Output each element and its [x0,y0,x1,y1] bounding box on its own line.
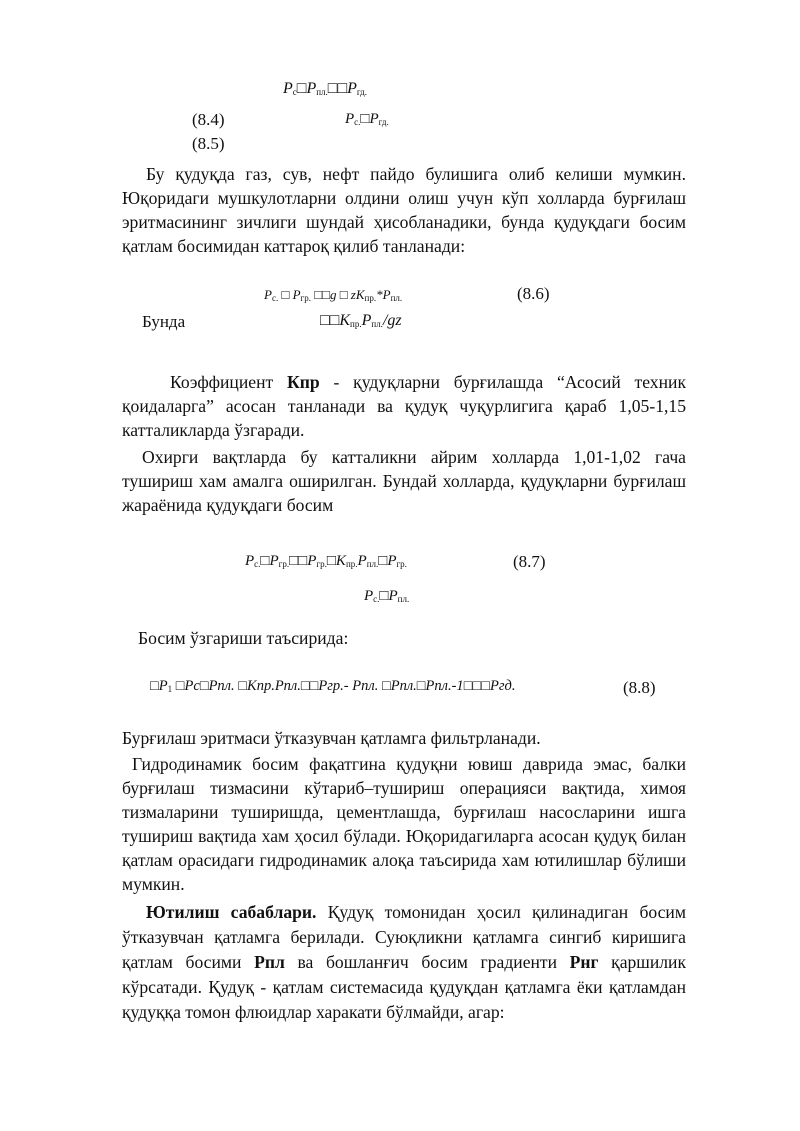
equation-label-8-4: (8.4) [192,110,225,129]
formula-8-7-second: $P_{с.}□P_{пл.}$ [364,588,410,604]
paragraph-3: Охирги вақтларда бу катталикни айрим холларда 1,01-1,02 гача тушириш хам амалга оширилган. Бундай холларда, қудуқларни бурғилаш жараёнида қудуқдаги босим [122,447,686,515]
formula-bunda: $□□K_{пр.}P_{пл.}/gz$ [320,312,402,329]
paragraph-5: Гидродинамик босим фақатгина қудуқни ювиш даврида эмас, балки бурғилаш тизмасини кўтариб–тушириш операцияси вақтида, химоя тизмаларини туширишда, цементлашда, бурғилаш насосларини ишга тушириш вақтида хам ҳосил бўлади. Юқоридагиларга асосан қудуқ билан қатлам орасидаги гидродинамик алоқа таъсирида хам ютилишлар бўлиши мумкин. [122,754,686,894]
equation-label-8-5: (8.5) [192,134,225,153]
paragraph-1: Бу қудуқда газ, сув, нефт пайдо булишига олиб келиши мумкин. Юқоридаги мушкулотларни олдини олиш учун кўп холларда бурғилаш эритмасининг зичлиги шундай ҳисобланадики, бунда қудуқдаги босим қатлам босимидан каттароқ қилиб танланади: [122,164,686,256]
paragraph-4: Бурғилаш эритмаси ўтказувчан қатламга фильтрланади. [122,728,541,748]
formula-8-8: $□P_1$ □Pс□Pпл. □Kпр.Pпл.□□Pгр.- Pпл. □Pпл.□Pпл.-1□□□Pгд. [150,678,516,694]
equation-label-8-8: (8.8) [623,678,656,697]
formula-8-7: $P_{с.}□P_{гр.}□□P_{гр.}□K_{пр.}P_{пл.}□P_{гр.}$ [245,553,407,569]
formula-8-4: $P_с□P_{пл.}□□P_{гд.}$ [283,80,367,97]
formula-8-5: $P_{с.}□P_{гд.}$ [345,111,389,127]
paragraph-6: Ютилиш сабаблари. Қудуқ томонидан ҳосил қилинадиган босим ўтказувчан қатламга берилади. Суюқликни қатламга сингиб киришига қатлам босими Рпл ва бошланғич босим градиенти Рнг қаршилик кўрсатади. Қудуқ - қатлам системасида қудуқдан қатламга ёки қатламдан қудуққа томон флюидлар харакати бўлмайди, агар: [122,902,687,1022]
equation-label-8-7: (8.7) [513,552,546,571]
formula-8-6: $P_{с.}$ □ $P_{гр.}$ □□g □ $zK_{пр.}*P_{пл.}$ [264,287,403,303]
paragraph-2: Коэффициент Кпр - қудуқларни бурғилашда “Асосий техник қоидаларга” асосан танланади ва қудуқ чуқурлигига қараб 1,05-1,15 катталикларда ўзгаради. [122,372,686,440]
pressure-change-heading: Босим ўзгариши таъсирида: [138,628,349,648]
equation-label-8-6: (8.6) [517,284,550,303]
bunda-label: Бунда [142,312,186,331]
